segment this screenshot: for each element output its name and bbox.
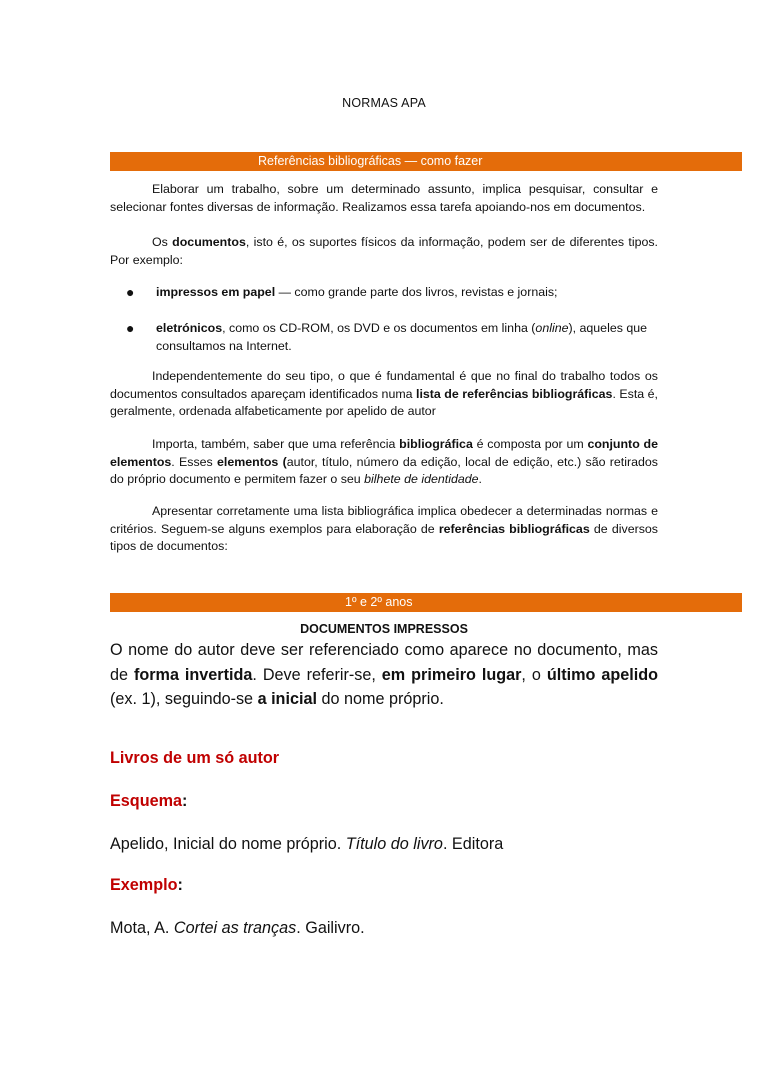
label-example: Exemplo: [110,876,183,894]
paragraph-intro: Elaborar um trabalho, sobre um determinado assunto, implica pesquisar, consultar e selecionar fontes diversas de informação. Realizamos essa tarefa apoiando-nos em documentos. [110,182,658,214]
paragraph-reference-list: Independentemente do seu tipo, o que é fundamental é que no final do trabalho todos os documentos consultados apareçam identificados numa lista de referências bibliográficas. Esta é, geralmente, ordenada alfabeticamente por apelido de autor [110,369,658,418]
label-scheme: Esquema: [110,792,188,810]
section-bar-references [110,152,742,171]
paragraph-documents: Os documentos, isto é, os suportes físicos da informação, podem ser de diferentes tipos. Por exemplo: [110,235,658,267]
paragraph-norms: Apresentar corretamente uma lista bibliográfica implica obedecer a determinadas normas e critérios. Seguem-se alguns exemplos para elaboração de referências bibliográficas de diversos tipos de documentos: [110,504,658,553]
document-page: NORMAS APA Referências bibliográficas — como fazer Elaborar um trabalho, sobre um determinado assunto, implica pesquisar, consultar e selecionar fontes diversas de informação. Realizamos essa tarefa apoiando-nos em documentos. Os documentos, isto é, os suportes físicos da informação, podem ser de diferentes tipos. Por exemplo: ● impressos em papel — como grande parte dos livros, revistas e jornais; ● eletrónicos, como os CD-ROM, os DVD e os documentos em linha (online), aqueles que consultamos na Internet. Independentemente do seu tipo, o que é fundamental é que no final do trabalho todos os documentos consultados apareçam identificados numa lista de referências bibliográficas. Esta é, geralmente, ordenada alfabeticamente por apelido de autor Importa, também, saber que uma referência bibliográfica é composta por um conjunto de elementos. Esses elementos (autor, título, número da edição, local de edição, etc.) são retirados do próprio documento e permitem fazer o seu bilhete de identidade. Apresentar corretamente uma lista bibliográfica implica obedecer a determinadas normas e critérios. Seguem-se alguns exemplos para elaboração de referências bibliográficas de diversos tipos de documentos: 1º e 2º anos DOCUMENTOS IMPRESSOS O nome do autor deve ser referenciado como aparece no documento, mas de forma invertida. Deve referir-se, em primeiro lugar, o último apelido (ex. 1), seguindo-se a inicial do nome próprio. Livros de um só autor Esquema: Apelido, Inicial do nome próprio. Título do livro. Editora Exemplo: Mota, A. Cortei as tranças. Gailivro. [0,0,768,1087]
example-reference: Mota, A. Cortei as tranças. Gailivro. [110,919,365,937]
heading-printed-documents: DOCUMENTOS IMPRESSOS [300,622,468,636]
section-bar-label: 1º e 2º anos [345,595,413,609]
scheme-format: Apelido, Inicial do nome próprio. Título do livro. Editora [110,835,504,853]
subheading-single-author-books: Livros de um só autor [110,749,280,767]
paragraph-author-rule: O nome do autor deve ser referenciado como aparece no documento, mas de forma invertida. Deve referir-se, em primeiro lugar, o último apelido (ex. 1), seguindo-se a inicial do nome próprio. [110,641,658,708]
section-bar-years [110,593,742,612]
paragraph-reference-elements: Importa, também, saber que uma referência bibliográfica é composta por um conjunto de elementos. Esses elementos (autor, título, número da edição, local de edição, etc.) são retirados do próprio documento e permitem fazer o seu bilhete de identidade. [110,437,658,486]
bullet-dot-icon: ● [126,284,135,300]
document-title: NORMAS APA [342,96,426,110]
bullet-dot-icon: ● [126,320,135,336]
section-bar-label: Referências bibliográficas — como fazer [258,154,483,168]
